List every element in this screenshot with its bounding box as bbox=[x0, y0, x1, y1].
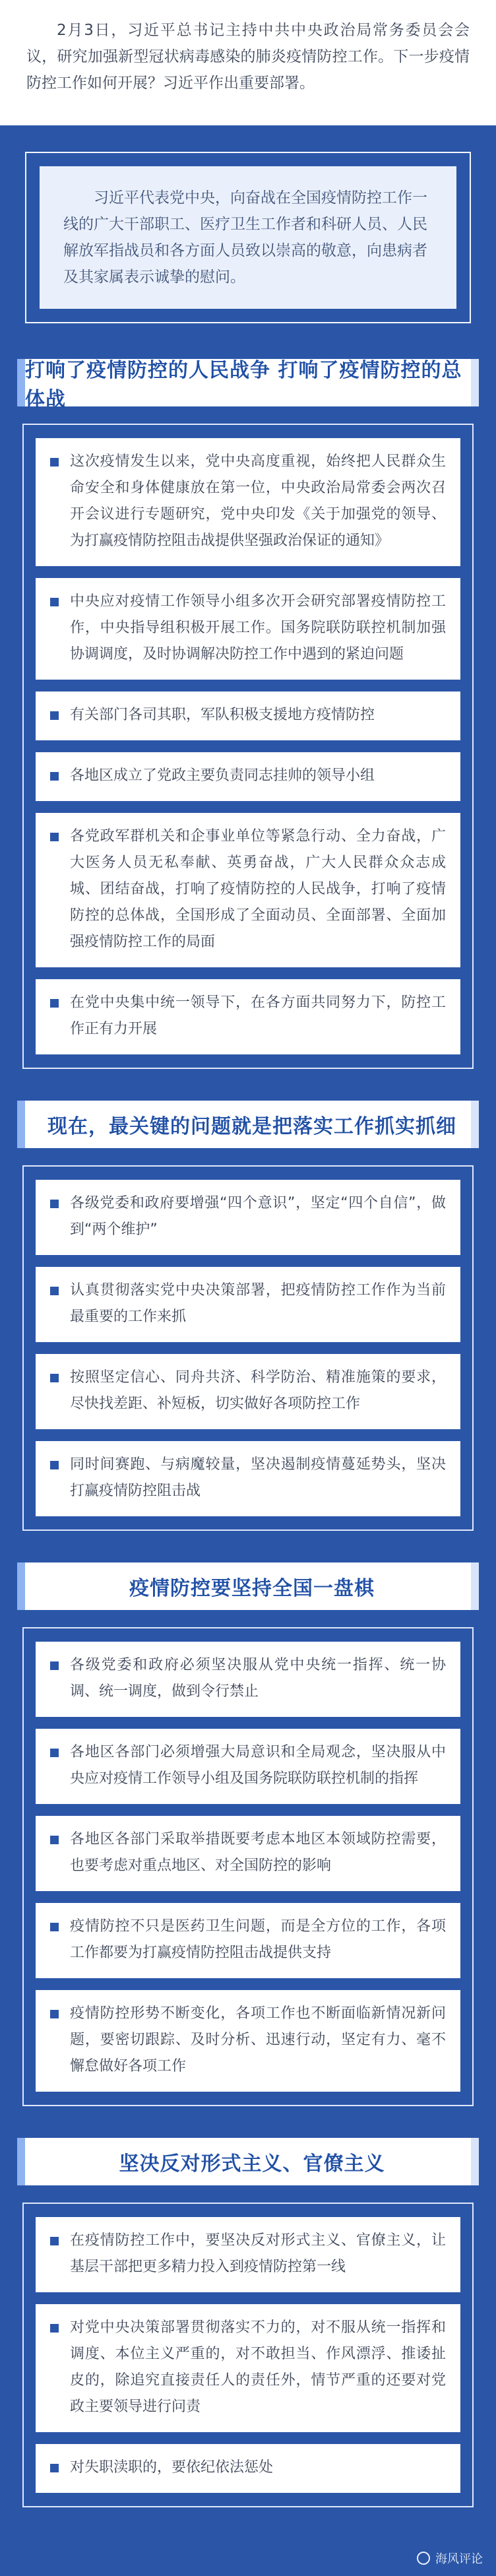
section-item-list bbox=[36, 1642, 460, 2092]
square-bullet-icon bbox=[50, 458, 59, 467]
list-item-text: 疫情防控不只是医药卫生问题，而是全方位的工作，各项工作都要为打赢疫情防控阻击战提供支持 bbox=[70, 1918, 446, 1961]
list-item-text: 各级党委和政府必须坚决服从党中央统一指挥、统一协调、统一调度，做到令行禁止 bbox=[70, 1657, 446, 1700]
hero-frame bbox=[25, 152, 471, 323]
square-bullet-icon bbox=[50, 1200, 59, 1208]
square-bullet-icon bbox=[50, 2324, 59, 2333]
square-bullet-icon bbox=[50, 598, 59, 606]
square-bullet-icon bbox=[50, 1287, 59, 1295]
section-frame bbox=[22, 1165, 474, 1531]
hero-text: 习近平代表党中央，向奋战在全国疫情防控工作一线的广大干部职工、医疗卫生工作者和科研人员、人民解放军指战员和各方面人员致以崇高的敬意，向患病者及其家属表示诚挚的慰问。 bbox=[40, 166, 456, 309]
list-item bbox=[36, 1354, 460, 1429]
list-item bbox=[36, 2444, 460, 2493]
list-item bbox=[36, 2304, 460, 2432]
list-item-text: 这次疫情发生以来，党中央高度重视，始终把人民群众生命安全和身体健康放在第一位，中央政治局常委会两次召开会议进行专题研究，党中央印发《关于加强党的领导、为打赢疫情防控阻击战提供坚强政治保证的通知》 bbox=[70, 453, 446, 549]
section-frame-wrap bbox=[0, 410, 496, 1085]
square-bullet-icon bbox=[50, 1749, 59, 1757]
list-item bbox=[36, 1267, 460, 1342]
list-item bbox=[36, 1642, 460, 1717]
list-item bbox=[36, 1903, 460, 1978]
section-title: 疫情防控要坚持全国一盘棋 bbox=[17, 1562, 479, 1610]
section-frame bbox=[22, 424, 474, 1069]
section-item-list bbox=[36, 1180, 460, 1516]
list-item-text: 各地区各部门采取举措既要考虑本地区本领域防控需要，也要考虑对重点地区、对全国防控的影响 bbox=[70, 1831, 446, 1874]
section-frame-wrap bbox=[0, 2189, 496, 2523]
list-item-text: 同时间赛跑、与病魔较量，坚决遏制疫情蔓延势头，坚决打赢疫情防控阻击战 bbox=[70, 1456, 446, 1499]
list-item-text: 中央应对疫情工作领导小组多次开会研究部署疫情防控工作，中央指导组积极开展工作。国务院联防联控机制加强协调调度，及时协调解决防控工作中遇到的紧迫问题 bbox=[70, 593, 446, 662]
watermark-text: 海风评论 bbox=[435, 2552, 483, 2566]
list-item bbox=[36, 2217, 460, 2292]
square-bullet-icon bbox=[50, 711, 59, 720]
section-banner-wrap bbox=[0, 343, 496, 410]
list-item-text: 各级党委和政府要增强“四个意识”，坚定“四个自信”，做到“两个维护” bbox=[70, 1195, 446, 1238]
square-bullet-icon bbox=[50, 2010, 59, 2018]
list-item-text: 认真贯彻落实党中央决策部署，把疫情防控工作作为当前最重要的工作来抓 bbox=[70, 1282, 446, 1325]
list-item-text: 对失职渎职的，要依纪依法惩处 bbox=[70, 2459, 274, 2476]
list-item bbox=[36, 1180, 460, 1255]
section-banner-wrap bbox=[0, 1547, 496, 1614]
watermark bbox=[417, 2550, 483, 2567]
list-item-text: 各地区成立了党政主要负责同志挂帅的领导小组 bbox=[70, 767, 375, 784]
section-item-list bbox=[36, 2217, 460, 2493]
square-bullet-icon bbox=[50, 2237, 59, 2245]
section-frame bbox=[22, 2203, 474, 2507]
list-item-text: 按照坚定信心、同舟共济、科学防治、精准施策的要求，尽快找差距、补短板，切实做好各项防控工作 bbox=[70, 1369, 446, 1412]
list-item bbox=[36, 1816, 460, 1891]
square-bullet-icon bbox=[50, 1374, 59, 1382]
list-item bbox=[36, 692, 460, 740]
list-item bbox=[36, 1990, 460, 2092]
square-bullet-icon bbox=[50, 772, 59, 781]
list-item bbox=[36, 752, 460, 801]
square-bullet-icon bbox=[50, 2464, 59, 2472]
section-title: 现在，最关键的问题就是把落实工作抓实抓细 bbox=[17, 1101, 479, 1148]
section-frame bbox=[22, 1627, 474, 2106]
square-bullet-icon bbox=[50, 999, 59, 1008]
list-item-text: 疫情防控形势不断变化，各项工作也不断面临新情况新问题，要密切跟踪、及时分析、迅速行动，坚定有力、毫不懈怠做好各项工作 bbox=[70, 2005, 446, 2075]
list-item-text: 有关部门各司其职，军队积极支援地方疫情防控 bbox=[70, 707, 375, 723]
square-bullet-icon bbox=[50, 1836, 59, 1844]
section-item-list bbox=[36, 438, 460, 1054]
list-item bbox=[36, 1729, 460, 1804]
list-item bbox=[36, 438, 460, 566]
list-item bbox=[36, 979, 460, 1054]
section-title: 坚决反对形式主义、官僚主义 bbox=[17, 2138, 479, 2185]
list-item-text: 对党中央决策部署贯彻落实不力的，对不服从统一指挥和调度、本位主义严重的，对不敢担当、作风漂浮、推诿扯皮的，除追究直接责任人的责任外，情节严重的还要对党政主要领导进行问责 bbox=[70, 2319, 446, 2415]
section-frame-wrap bbox=[0, 1152, 496, 1547]
square-bullet-icon bbox=[50, 1461, 59, 1469]
section-frame-wrap bbox=[0, 1614, 496, 2122]
section-banner-wrap bbox=[0, 2122, 496, 2189]
list-item bbox=[36, 1441, 460, 1516]
section-banner-wrap bbox=[0, 1085, 496, 1152]
list-item-text: 各地区各部门必须增强大局意识和全局观念，坚决服从中央应对疫情工作领导小组及国务院联防联控机制的指挥 bbox=[70, 1744, 446, 1787]
list-item bbox=[36, 578, 460, 680]
list-item-text: 在党中央集中统一领导下，在各方面共同努力下，防控工作正有力开展 bbox=[70, 994, 446, 1037]
sections-container bbox=[0, 343, 496, 2523]
footer bbox=[0, 2523, 496, 2576]
list-item-text: 在疫情防控工作中，要坚决反对形式主义、官僚主义，让基层干部把更多精力投入到疫情防控第一线 bbox=[70, 2232, 446, 2275]
hero-section bbox=[0, 125, 496, 343]
wechat-icon bbox=[417, 2552, 430, 2565]
section-title: 打响了疫情防控的人民战争 打响了疫情防控的总体战 bbox=[17, 359, 479, 406]
list-item bbox=[36, 813, 460, 967]
square-bullet-icon bbox=[50, 833, 59, 841]
square-bullet-icon bbox=[50, 1923, 59, 1931]
square-bullet-icon bbox=[50, 1661, 59, 1670]
list-item-text: 各党政军群机关和企事业单位等紧急行动、全力奋战，广大医务人员无私奉献、英勇奋战，广大人民群众众志成城、团结奋战，打响了疫情防控的人民战争，打响了疫情防控的总体战，全国形成了全面动员、全面部署、全面加强疫情防控工作的局面 bbox=[70, 828, 446, 950]
intro-paragraph: 2月3日，习近平总书记主持中共中央政治局常务委员会会议，研究加强新型冠状病毒感染的肺炎疫情防控工作。下一步疫情防控工作如何开展？习近平作出重要部署。 bbox=[0, 0, 496, 125]
